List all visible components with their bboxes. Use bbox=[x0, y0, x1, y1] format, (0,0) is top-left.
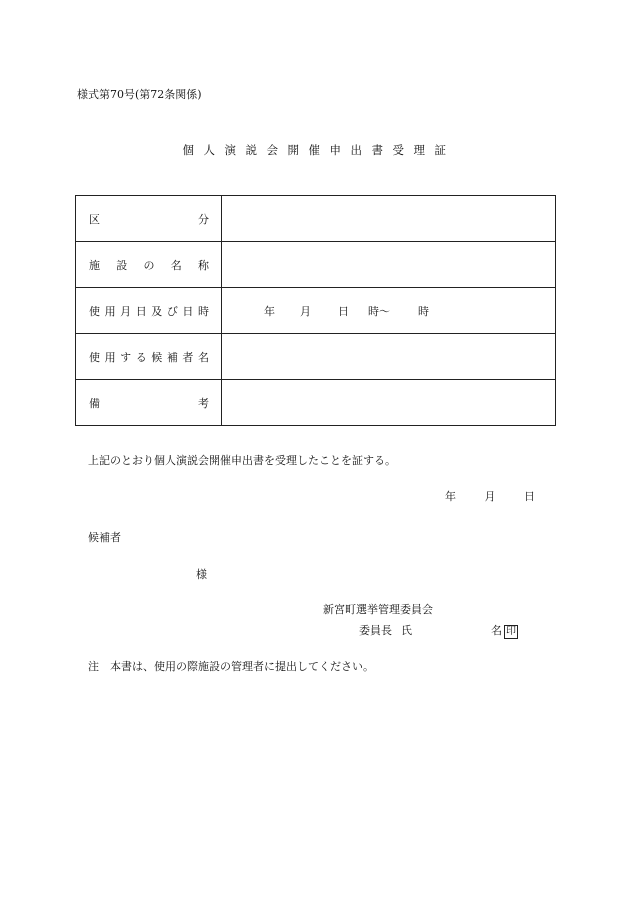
title-char: 受 bbox=[392, 143, 414, 157]
title-char: 証 bbox=[434, 143, 456, 157]
issue-date: 年 月 日 bbox=[445, 490, 535, 503]
label-text: 使 用 す る 候 補 者 名 bbox=[89, 350, 209, 364]
title-char: 会 bbox=[266, 143, 288, 157]
value-usage-date[interactable] bbox=[222, 288, 556, 334]
value-category[interactable] bbox=[222, 196, 556, 242]
value-candidate-name[interactable] bbox=[222, 334, 556, 380]
table-row bbox=[76, 380, 556, 426]
row-label-remarks bbox=[76, 380, 222, 426]
value-remarks[interactable] bbox=[222, 380, 556, 426]
chair-signature-line: 委員長 氏 名 印 bbox=[359, 624, 516, 637]
note: 注 本書は、使用の際施設の管理者に提出してください。 bbox=[88, 660, 374, 673]
title-char: 人 bbox=[203, 143, 225, 157]
title-char: 出 bbox=[350, 143, 372, 157]
row-label-candidate-name bbox=[76, 334, 222, 380]
table-row bbox=[76, 288, 556, 334]
title-char: 説 bbox=[245, 143, 267, 157]
value-facility-name[interactable] bbox=[222, 242, 556, 288]
candidate-label: 候補者 bbox=[88, 531, 121, 544]
title-char: 書 bbox=[371, 143, 393, 157]
table-row bbox=[76, 242, 556, 288]
label-text: 備 考 bbox=[89, 396, 209, 410]
certification-statement: 上記のとおり個人演説会開催申出書を受理したことを証する。 bbox=[88, 454, 396, 467]
date-time-fields: 年 月 日 時〜 時 bbox=[264, 304, 429, 318]
title-char: 理 bbox=[413, 143, 435, 157]
document-title bbox=[0, 142, 630, 158]
row-label-usage-date bbox=[76, 288, 222, 334]
form-table bbox=[75, 195, 556, 426]
seal-icon: 印 bbox=[506, 626, 516, 637]
title-char: 演 bbox=[224, 143, 246, 157]
title-char: 申 bbox=[329, 143, 351, 157]
row-label-facility-name bbox=[76, 242, 222, 288]
label-text: 施 設 の 名 称 bbox=[89, 258, 209, 272]
title-char: 個 bbox=[182, 143, 204, 157]
committee-name: 新宮町選挙管理委員会 bbox=[323, 603, 433, 616]
title-char: 催 bbox=[308, 143, 330, 157]
label-text: 使 用 月 日 及 び 日 時 bbox=[89, 304, 209, 318]
form-number: 様式第70号(第72条関係) bbox=[77, 88, 202, 101]
table-row bbox=[76, 334, 556, 380]
table-row bbox=[76, 196, 556, 242]
honorific: 様 bbox=[196, 568, 207, 581]
label-text: 区 分 bbox=[89, 212, 209, 226]
row-label-category bbox=[76, 196, 222, 242]
title-char: 開 bbox=[287, 143, 309, 157]
